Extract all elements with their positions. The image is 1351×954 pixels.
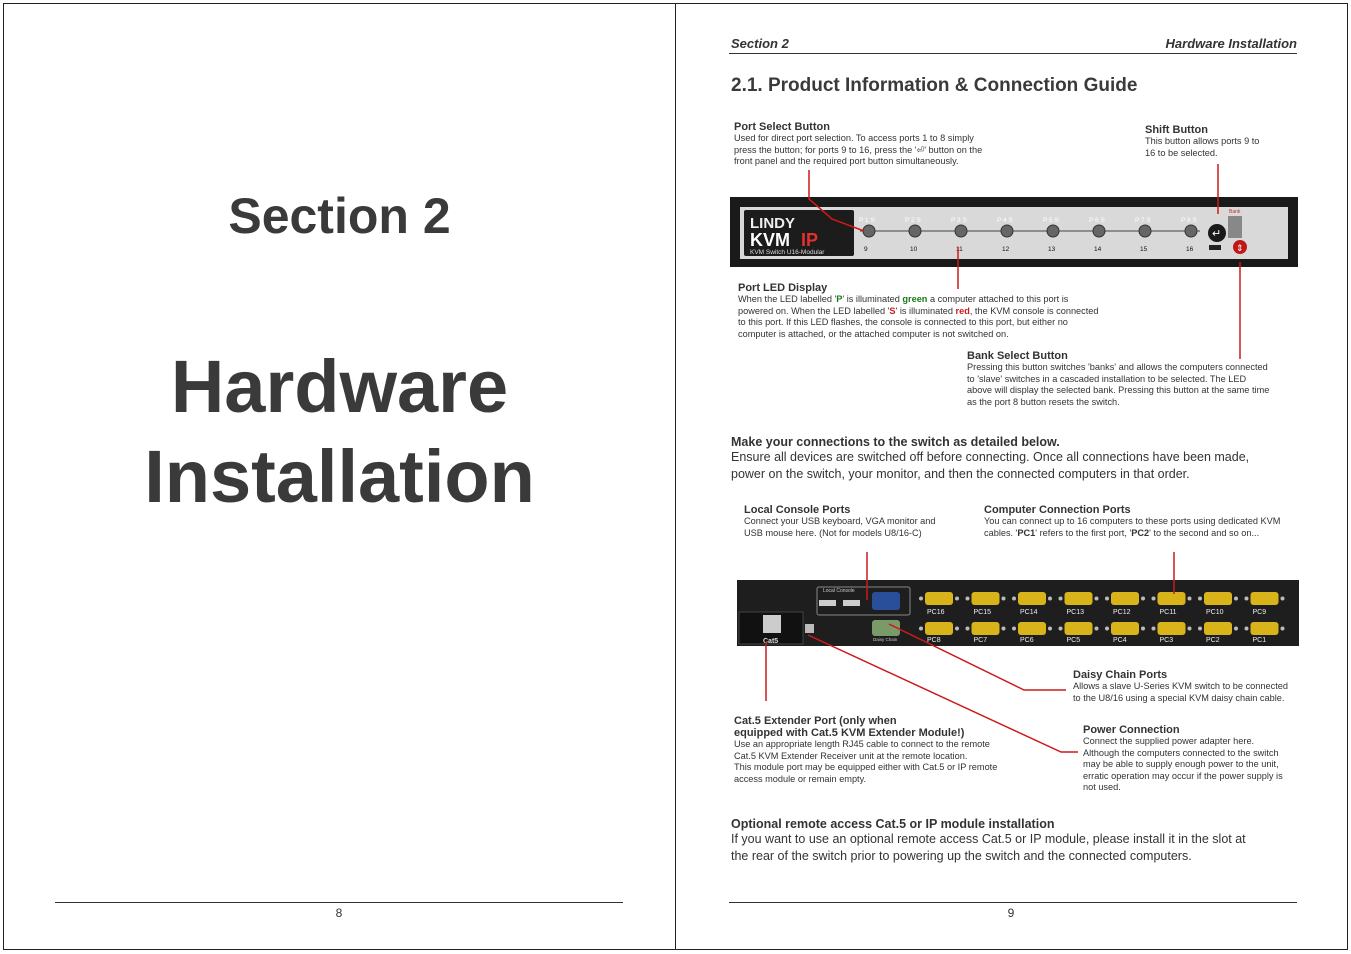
- computer-ports-callout: Computer Connection Ports You can connect up to 16 computers to these ports using dedicated KVM cables. 'PC1' refers to the first port, 'PC2' to the second and so on...: [984, 504, 1281, 538]
- kvm-port-pc5[interactable]: [1065, 622, 1093, 635]
- daisy-chain-port[interactable]: [872, 620, 900, 636]
- port-select-button-2[interactable]: [909, 225, 921, 237]
- screw: [1095, 597, 1099, 601]
- port-number-label: 10: [910, 246, 918, 253]
- page-number: 9: [1007, 906, 1015, 920]
- port-label: PC13: [1066, 609, 1085, 616]
- port-label: PC7: [973, 637, 988, 644]
- screw: [966, 597, 970, 601]
- screw: [955, 597, 959, 601]
- port-label: PC14: [1020, 609, 1038, 616]
- screw: [966, 627, 970, 631]
- port-led-label: P 2 S: [905, 217, 921, 224]
- screw: [1012, 627, 1016, 631]
- shift-callout: Shift Button This button allows ports 9 to 16 to be selected.: [1145, 124, 1260, 158]
- model-logo: KVM: [750, 230, 790, 250]
- port-label: PC5: [1066, 637, 1081, 644]
- port-led-label: P 3 S: [951, 217, 967, 224]
- port-label: PC6: [1020, 637, 1034, 644]
- screw: [919, 627, 923, 631]
- port-number-label: 9: [864, 246, 868, 253]
- port-label: PC8: [927, 637, 941, 644]
- port-led-label: P 1 S: [859, 217, 875, 224]
- up-down-icon: ⇕: [1236, 243, 1244, 253]
- footer-rule: [55, 902, 623, 903]
- vga-port[interactable]: [872, 592, 900, 610]
- port-number-label: 15: [1140, 246, 1148, 253]
- bank-callout: Bank Select Button Pressing this button switches 'banks' and allows the computers connected to 'slave' switches in a cascaded installation to be selected. The LED above will display the selected bank. Pressing this button at the same time as the port 8 button resets the switch.: [967, 350, 1270, 407]
- kvm-port-pc13[interactable]: [1065, 592, 1093, 605]
- screw: [1198, 597, 1202, 601]
- port-label: PC12: [1113, 609, 1131, 616]
- port-select-button-5[interactable]: [1047, 225, 1059, 237]
- kvm-port-pc10[interactable]: [1204, 592, 1232, 605]
- port-led-label: P 7 S: [1135, 217, 1151, 224]
- model-subtitle: KVM Switch U16-Modular: [750, 249, 825, 256]
- screw: [1188, 597, 1192, 601]
- page-number: 8: [335, 906, 343, 920]
- kvm-front-panel: [730, 197, 1298, 267]
- screw: [1002, 627, 1006, 631]
- screw: [1059, 597, 1063, 601]
- screw: [1095, 627, 1099, 631]
- port-label: PC3: [1159, 637, 1174, 644]
- kvm-port-pc9[interactable]: [1251, 592, 1279, 605]
- screw: [1141, 597, 1145, 601]
- screw: [1188, 627, 1192, 631]
- cat5-label: Cat5: [763, 638, 779, 645]
- port-select-button-4[interactable]: [1001, 225, 1013, 237]
- screw: [1002, 597, 1006, 601]
- screw: [1105, 597, 1109, 601]
- screw: [1048, 627, 1052, 631]
- port-select-button-1[interactable]: [863, 225, 875, 237]
- local-console-label: Local Console: [823, 588, 855, 594]
- brand-logo: LINDY: [750, 215, 795, 232]
- kvm-port-pc16[interactable]: [925, 592, 953, 605]
- section-label: Section 2: [228, 188, 451, 244]
- left-page: [3, 3, 676, 950]
- usb-port-1[interactable]: [819, 600, 836, 606]
- port-label: PC15: [973, 609, 992, 616]
- port-label: PC1: [1252, 637, 1267, 644]
- port-number-label: 12: [1002, 246, 1010, 253]
- port-label: PC16: [927, 609, 945, 616]
- title-line-2: Installation: [144, 435, 535, 518]
- port-select-button-3[interactable]: [955, 225, 967, 237]
- running-header-right: Hardware Installation: [1165, 36, 1297, 51]
- model-suffix: IP: [801, 230, 819, 250]
- section-heading: 2.1. Product Information & Connection Guide: [731, 75, 1138, 96]
- port-label: PC10: [1206, 609, 1224, 616]
- port-number-label: 16: [1186, 246, 1194, 253]
- footer-rule: [729, 902, 1297, 903]
- port-number-label: 14: [1094, 246, 1102, 253]
- kvm-rear-panel: [737, 580, 1299, 646]
- screw: [1152, 597, 1156, 601]
- led-indicator: [1209, 245, 1221, 250]
- rj45-port[interactable]: [763, 615, 781, 633]
- led-callout: Port LED Display When the LED labelled 'P' is illuminated green a computer attached to this port is powered on. When the LED labelled 'S' is illuminated red, the KVM console is connected to this port. If this LED flashes, the console is connected to this port, but either no computer is attached, or the attached computer is not switched on.: [738, 282, 1099, 339]
- kvm-port-pc7[interactable]: [972, 622, 1000, 635]
- screw: [919, 597, 923, 601]
- port-led-label: P 8 S: [1181, 217, 1197, 224]
- kvm-port-pc4[interactable]: [1111, 622, 1139, 635]
- kvm-port-pc3[interactable]: [1158, 622, 1186, 635]
- kvm-port-pc11[interactable]: [1158, 592, 1186, 605]
- port-led-label: P 5 S: [1043, 217, 1059, 224]
- kvm-port-pc14[interactable]: [1018, 592, 1046, 605]
- screw: [1281, 627, 1285, 631]
- port-select-button-8[interactable]: [1185, 225, 1197, 237]
- kvm-port-pc15[interactable]: [972, 592, 1000, 605]
- screw: [1245, 597, 1249, 601]
- right-page: [675, 3, 1348, 950]
- power-jack[interactable]: [805, 624, 814, 633]
- port-number-label: 13: [1048, 246, 1056, 253]
- screw: [1059, 627, 1063, 631]
- kvm-port-pc12[interactable]: [1111, 592, 1139, 605]
- kvm-port-pc6[interactable]: [1018, 622, 1046, 635]
- return-icon: ↵: [1212, 228, 1222, 240]
- port-label: PC9: [1252, 609, 1267, 616]
- connections-block: Make your connections to the switch as detailed below. Ensure all devices are switched off before connecting. Once all connections have been made, power on the switch, your monitor, and then the connected computers in that order.: [731, 435, 1250, 481]
- port-number-label: 11: [956, 246, 963, 253]
- port-select-button-7[interactable]: [1139, 225, 1151, 237]
- port-select-callout: Port Select Button Used for direct port selection. To access ports 1 to 8 simply press the button; for ports 9 to 16, press the '⏎' button on the front panel and the required port button simultaneously.: [734, 121, 983, 166]
- screw: [1245, 627, 1249, 631]
- port-select-button-6[interactable]: [1093, 225, 1105, 237]
- port-led-label: P 6 S: [1089, 217, 1105, 224]
- screw: [1234, 597, 1238, 601]
- running-header-left: Section 2: [731, 36, 789, 51]
- cat5-callout: Cat.5 Extender Port (only when equipped with Cat.5 KVM Extender Module!) Use an appropriate length RJ45 cable to connect to the remote Cat.5 KVM Extender Receiver unit at the remote location. This module port may be equipped either with Cat.5 or IP remote access module or remain empty.: [734, 715, 998, 784]
- port-label: PC2: [1206, 637, 1220, 644]
- daisy-chain-callout: Daisy Chain Ports Allows a slave U-Series KVM switch to be connected to the U8/16 using a special KVM daisy chain cable.: [1073, 669, 1288, 703]
- screw: [955, 627, 959, 631]
- port-label: PC11: [1159, 609, 1177, 616]
- screw: [1105, 627, 1109, 631]
- screw: [1048, 597, 1052, 601]
- screw: [1234, 627, 1238, 631]
- kvm-port-pc2[interactable]: [1204, 622, 1232, 635]
- kvm-port-pc8[interactable]: [925, 622, 953, 635]
- port-led-label: P 4 S: [997, 217, 1013, 224]
- screw: [1141, 627, 1145, 631]
- screw: [1281, 597, 1285, 601]
- daisy-chain-label: Daisy Chain: [873, 637, 898, 642]
- screw: [1152, 627, 1156, 631]
- optional-module-block: Optional remote access Cat.5 or IP module installation If you want to use an optional remote access Cat.5 or IP module, please install it in the slot at the rear of the switch prior to powering up the switch and the connected computers.: [731, 817, 1246, 863]
- kvm-port-pc1[interactable]: [1251, 622, 1279, 635]
- usb-port-2[interactable]: [843, 600, 860, 606]
- header-rule: [729, 53, 1297, 54]
- title-line-1: Hardware: [170, 345, 509, 428]
- local-console-callout: Local Console Ports Connect your USB keyboard, VGA monitor and USB mouse here. (Not for models U8/16-C): [744, 504, 936, 538]
- bank-label: Bank: [1229, 209, 1241, 215]
- screw: [1012, 597, 1016, 601]
- screw: [1198, 627, 1202, 631]
- port-label: PC4: [1113, 637, 1127, 644]
- power-callout: Power Connection Connect the supplied power adapter here. Although the computers connected to the switch may be able to supply enough power to the unit, erratic operation may occur if the power supply is not used.: [1083, 724, 1283, 792]
